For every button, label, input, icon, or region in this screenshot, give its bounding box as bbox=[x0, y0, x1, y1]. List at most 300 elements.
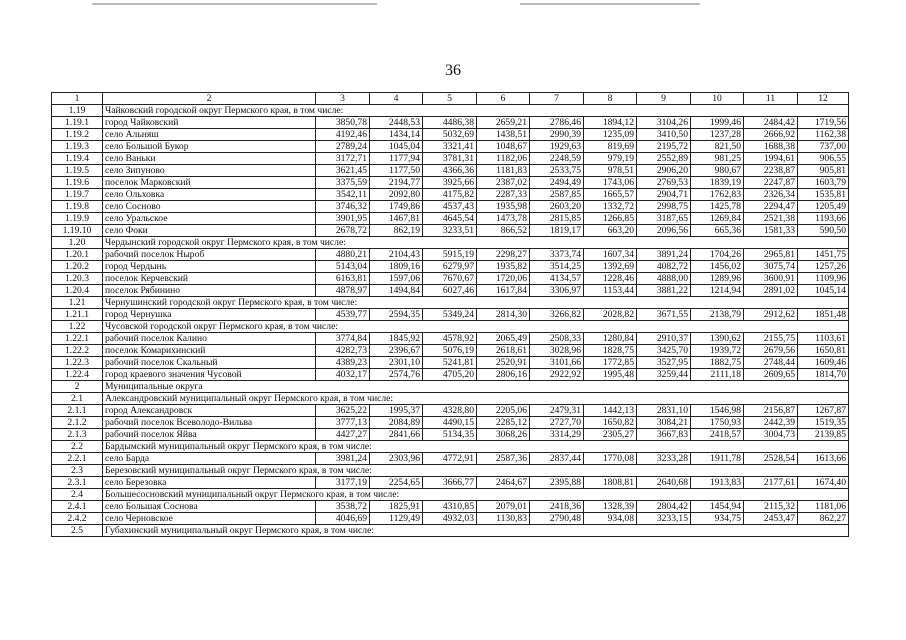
value-cell: 2238,87 bbox=[744, 165, 798, 177]
value-cell: 3187,65 bbox=[637, 213, 691, 225]
value-cell: 2028,82 bbox=[584, 309, 637, 321]
value-cell: 1235,09 bbox=[584, 129, 637, 141]
settlement-name: село Фоки bbox=[103, 225, 316, 237]
table-row bbox=[52, 453, 849, 465]
value-cell: 981,25 bbox=[691, 153, 744, 165]
value-cell: 2254,65 bbox=[370, 477, 423, 489]
value-cell: 1743,06 bbox=[584, 177, 637, 189]
row-code: 2.3.1 bbox=[52, 477, 103, 489]
value-cell: 2084,89 bbox=[370, 417, 423, 429]
value-cell: 5349,24 bbox=[423, 309, 477, 321]
column-header: 9 bbox=[637, 93, 691, 105]
value-cell: 2609,65 bbox=[744, 369, 798, 381]
value-cell: 1851,48 bbox=[798, 309, 849, 321]
row-code: 1.19.4 bbox=[52, 153, 103, 165]
value-cell: 2484,42 bbox=[744, 117, 798, 129]
value-cell: 1425,78 bbox=[691, 201, 744, 213]
value-cell: 5032,69 bbox=[423, 129, 477, 141]
table-row bbox=[52, 129, 849, 141]
value-cell: 2448,53 bbox=[370, 117, 423, 129]
value-cell: 3321,41 bbox=[423, 141, 477, 153]
value-cell: 979,19 bbox=[584, 153, 637, 165]
column-header: 11 bbox=[744, 93, 798, 105]
value-cell: 2520,91 bbox=[477, 357, 530, 369]
value-cell: 2521,38 bbox=[744, 213, 798, 225]
row-code: 1.20.3 bbox=[52, 273, 103, 285]
value-cell: 934,75 bbox=[691, 513, 744, 525]
value-cell: 3177,19 bbox=[316, 477, 370, 489]
value-cell: 2104,43 bbox=[370, 249, 423, 261]
settlement-name: село Ваньки bbox=[103, 153, 316, 165]
value-cell: 3068,26 bbox=[477, 429, 530, 441]
value-cell: 1045,14 bbox=[798, 285, 849, 297]
value-cell: 3774,84 bbox=[316, 333, 370, 345]
settlement-name: село Уральское bbox=[103, 213, 316, 225]
value-cell: 1045,04 bbox=[370, 141, 423, 153]
settlement-name: село Альняш bbox=[103, 129, 316, 141]
value-cell: 3259,44 bbox=[637, 369, 691, 381]
value-cell: 4328,80 bbox=[423, 405, 477, 417]
value-cell: 3314,29 bbox=[530, 429, 584, 441]
column-header: 12 bbox=[798, 93, 849, 105]
table-row bbox=[52, 309, 849, 321]
value-cell: 3233,15 bbox=[637, 513, 691, 525]
value-cell: 2396,67 bbox=[370, 345, 423, 357]
value-cell: 1995,37 bbox=[370, 405, 423, 417]
value-cell: 4192,46 bbox=[316, 129, 370, 141]
value-cell: 2453,47 bbox=[744, 513, 798, 525]
value-cell: 1257,26 bbox=[798, 261, 849, 273]
value-cell: 3600,91 bbox=[744, 273, 798, 285]
value-cell: 1328,39 bbox=[584, 501, 637, 513]
value-cell: 2587,85 bbox=[530, 189, 584, 201]
value-cell: 1704,26 bbox=[691, 249, 744, 261]
value-cell: 3925,66 bbox=[423, 177, 477, 189]
group-row bbox=[52, 105, 849, 117]
value-cell: 1819,17 bbox=[530, 225, 584, 237]
value-cell: 1770,08 bbox=[584, 453, 637, 465]
value-cell: 2528,54 bbox=[744, 453, 798, 465]
value-cell: 1109,96 bbox=[798, 273, 849, 285]
value-cell: 905,81 bbox=[798, 165, 849, 177]
value-cell: 5143,04 bbox=[316, 261, 370, 273]
value-cell: 1674,40 bbox=[798, 477, 849, 489]
value-cell: 2464,67 bbox=[477, 477, 530, 489]
value-cell: 1177,50 bbox=[370, 165, 423, 177]
table-row bbox=[52, 213, 849, 225]
value-cell: 2603,20 bbox=[530, 201, 584, 213]
settlement-name: село Сосново bbox=[103, 201, 316, 213]
settlement-name: рабочий поселок Калино bbox=[103, 333, 316, 345]
value-cell: 2287,33 bbox=[477, 189, 530, 201]
value-cell: 2177,61 bbox=[744, 477, 798, 489]
value-cell: 1749,86 bbox=[370, 201, 423, 213]
table-row bbox=[52, 153, 849, 165]
value-cell: 1581,33 bbox=[744, 225, 798, 237]
column-header: 8 bbox=[584, 93, 637, 105]
value-cell: 1130,83 bbox=[477, 513, 530, 525]
row-code: 1.19.7 bbox=[52, 189, 103, 201]
column-header: 3 bbox=[316, 93, 370, 105]
value-cell: 906,55 bbox=[798, 153, 849, 165]
value-cell: 2659,21 bbox=[477, 117, 530, 129]
value-cell: 1438,51 bbox=[477, 129, 530, 141]
value-cell: 3233,28 bbox=[637, 453, 691, 465]
table-row bbox=[52, 141, 849, 153]
value-cell: 1839,19 bbox=[691, 177, 744, 189]
value-cell: 4134,57 bbox=[530, 273, 584, 285]
value-cell: 2814,30 bbox=[477, 309, 530, 321]
value-cell: 1597,06 bbox=[370, 273, 423, 285]
value-cell: 1434,14 bbox=[370, 129, 423, 141]
row-code: 1.19.3 bbox=[52, 141, 103, 153]
table-row bbox=[52, 357, 849, 369]
value-cell: 4878,97 bbox=[316, 285, 370, 297]
value-cell: 1999,46 bbox=[691, 117, 744, 129]
settlement-name: село Зипуново bbox=[103, 165, 316, 177]
row-code: 1.20 bbox=[52, 237, 103, 249]
row-code: 2.1.2 bbox=[52, 417, 103, 429]
value-cell: 3075,74 bbox=[744, 261, 798, 273]
settlement-name: поселок Марковский bbox=[103, 177, 316, 189]
row-code: 1.22.2 bbox=[52, 345, 103, 357]
table-row bbox=[52, 345, 849, 357]
value-cell: 2298,27 bbox=[477, 249, 530, 261]
value-cell: 4082,72 bbox=[637, 261, 691, 273]
value-cell: 2139,85 bbox=[798, 429, 849, 441]
value-cell: 3881,22 bbox=[637, 285, 691, 297]
value-cell: 2769,53 bbox=[637, 177, 691, 189]
value-cell: 2479,31 bbox=[530, 405, 584, 417]
column-header: 1 bbox=[52, 93, 103, 105]
value-cell: 1720,06 bbox=[477, 273, 530, 285]
table-row bbox=[52, 417, 849, 429]
settlement-name: рабочий поселок Всеволодо-Вильва bbox=[103, 417, 316, 429]
scan-artifact-line bbox=[520, 3, 700, 5]
value-cell: 4539,77 bbox=[316, 309, 370, 321]
settlement-name: рабочий поселок Скальный bbox=[103, 357, 316, 369]
settlement-name: город Чернушка bbox=[103, 309, 316, 321]
value-cell: 2552,89 bbox=[637, 153, 691, 165]
group-row bbox=[52, 441, 849, 453]
value-cell: 1603,79 bbox=[798, 177, 849, 189]
column-header: 2 bbox=[103, 93, 316, 105]
value-cell: 2678,72 bbox=[316, 225, 370, 237]
table-row bbox=[52, 513, 849, 525]
value-cell: 2494,49 bbox=[530, 177, 584, 189]
value-cell: 3850,78 bbox=[316, 117, 370, 129]
settlement-name: село Большой Букор bbox=[103, 141, 316, 153]
value-cell: 2138,79 bbox=[691, 309, 744, 321]
value-cell: 1048,67 bbox=[477, 141, 530, 153]
value-cell: 2912,62 bbox=[744, 309, 798, 321]
tariff-table bbox=[51, 92, 849, 537]
value-cell: 1289,96 bbox=[691, 273, 744, 285]
value-cell: 4310,85 bbox=[423, 501, 477, 513]
value-cell: 1994,61 bbox=[744, 153, 798, 165]
table-row bbox=[52, 405, 849, 417]
value-cell: 866,52 bbox=[477, 225, 530, 237]
settlement-name: село Черновское bbox=[103, 513, 316, 525]
scan-artifact-line bbox=[92, 3, 377, 5]
row-code: 1.19.8 bbox=[52, 201, 103, 213]
value-cell: 2594,35 bbox=[370, 309, 423, 321]
value-cell: 2841,66 bbox=[370, 429, 423, 441]
value-cell: 2906,20 bbox=[637, 165, 691, 177]
value-cell: 1845,92 bbox=[370, 333, 423, 345]
value-cell: 1266,85 bbox=[584, 213, 637, 225]
row-code: 2.1 bbox=[52, 393, 103, 405]
value-cell: 4932,03 bbox=[423, 513, 477, 525]
value-cell: 1214,94 bbox=[691, 285, 744, 297]
value-cell: 2998,75 bbox=[637, 201, 691, 213]
value-cell: 2804,42 bbox=[637, 501, 691, 513]
group-row bbox=[52, 489, 849, 501]
group-row bbox=[52, 381, 849, 393]
row-code: 1.21.1 bbox=[52, 309, 103, 321]
value-cell: 2831,10 bbox=[637, 405, 691, 417]
value-cell: 4705,20 bbox=[423, 369, 477, 381]
row-code: 1.21 bbox=[52, 297, 103, 309]
settlement-name: город краевого значения Чусовой bbox=[103, 369, 316, 381]
value-cell: 1451,75 bbox=[798, 249, 849, 261]
value-cell: 2395,88 bbox=[530, 477, 584, 489]
value-cell: 1392,69 bbox=[584, 261, 637, 273]
settlement-name: село Березовка bbox=[103, 477, 316, 489]
value-cell: 2790,48 bbox=[530, 513, 584, 525]
value-cell: 2786,46 bbox=[530, 117, 584, 129]
value-cell: 1913,83 bbox=[691, 477, 744, 489]
value-cell: 1825,91 bbox=[370, 501, 423, 513]
row-code: 1.22 bbox=[52, 321, 103, 333]
value-cell: 2155,75 bbox=[744, 333, 798, 345]
group-title: Большесосновский муниципальный округ Пермского края, в том числе: bbox=[103, 489, 849, 501]
value-cell: 1177,94 bbox=[370, 153, 423, 165]
value-cell: 1894,12 bbox=[584, 117, 637, 129]
value-cell: 2205,06 bbox=[477, 405, 530, 417]
value-cell: 2533,75 bbox=[530, 165, 584, 177]
value-cell: 1772,85 bbox=[584, 357, 637, 369]
value-cell: 3746,32 bbox=[316, 201, 370, 213]
table-row bbox=[52, 165, 849, 177]
value-cell: 5241,81 bbox=[423, 357, 477, 369]
value-cell: 1535,81 bbox=[798, 189, 849, 201]
value-cell: 1237,28 bbox=[691, 129, 744, 141]
value-cell: 934,08 bbox=[584, 513, 637, 525]
value-cell: 1181,06 bbox=[798, 501, 849, 513]
value-cell: 1650,82 bbox=[584, 417, 637, 429]
settlement-name: село Барда bbox=[103, 453, 316, 465]
value-cell: 2248,59 bbox=[530, 153, 584, 165]
value-cell: 2301,10 bbox=[370, 357, 423, 369]
value-cell: 1269,84 bbox=[691, 213, 744, 225]
value-cell: 1332,72 bbox=[584, 201, 637, 213]
column-header: 4 bbox=[370, 93, 423, 105]
value-cell: 2587,36 bbox=[477, 453, 530, 465]
value-cell: 2965,81 bbox=[744, 249, 798, 261]
value-cell: 1103,61 bbox=[798, 333, 849, 345]
table-row bbox=[52, 333, 849, 345]
value-cell: 3621,45 bbox=[316, 165, 370, 177]
value-cell: 3028,96 bbox=[530, 345, 584, 357]
value-cell: 2194,77 bbox=[370, 177, 423, 189]
group-row bbox=[52, 393, 849, 405]
group-title: Чусовской городской округ Пермского края, в том числе: bbox=[103, 321, 849, 333]
table-row bbox=[52, 177, 849, 189]
value-cell: 2156,87 bbox=[744, 405, 798, 417]
row-code: 1.19.10 bbox=[52, 225, 103, 237]
value-cell: 3667,83 bbox=[637, 429, 691, 441]
value-cell: 4366,36 bbox=[423, 165, 477, 177]
row-code: 2.1.1 bbox=[52, 405, 103, 417]
value-cell: 1494,84 bbox=[370, 285, 423, 297]
group-row bbox=[52, 237, 849, 249]
value-cell: 5134,35 bbox=[423, 429, 477, 441]
value-cell: 2285,12 bbox=[477, 417, 530, 429]
value-cell: 3777,13 bbox=[316, 417, 370, 429]
value-cell: 2442,39 bbox=[744, 417, 798, 429]
value-cell: 819,69 bbox=[584, 141, 637, 153]
value-cell: 3901,95 bbox=[316, 213, 370, 225]
row-code: 1.22.1 bbox=[52, 333, 103, 345]
value-cell: 3671,55 bbox=[637, 309, 691, 321]
value-cell: 3375,59 bbox=[316, 177, 370, 189]
value-cell: 1809,16 bbox=[370, 261, 423, 273]
value-cell: 2418,36 bbox=[530, 501, 584, 513]
value-cell: 1456,02 bbox=[691, 261, 744, 273]
value-cell: 4046,69 bbox=[316, 513, 370, 525]
value-cell: 2387,02 bbox=[477, 177, 530, 189]
value-cell: 3004,73 bbox=[744, 429, 798, 441]
row-code: 1.22.4 bbox=[52, 369, 103, 381]
value-cell: 2065,49 bbox=[477, 333, 530, 345]
value-cell: 1467,81 bbox=[370, 213, 423, 225]
row-code: 1.20.2 bbox=[52, 261, 103, 273]
header-row bbox=[52, 93, 849, 105]
value-cell: 2727,70 bbox=[530, 417, 584, 429]
group-title: Чернушинский городской округ Пермского края, в том числе: bbox=[103, 297, 849, 309]
value-cell: 2679,56 bbox=[744, 345, 798, 357]
value-cell: 1995,48 bbox=[584, 369, 637, 381]
value-cell: 2910,37 bbox=[637, 333, 691, 345]
value-cell: 2303,96 bbox=[370, 453, 423, 465]
value-cell: 2294,47 bbox=[744, 201, 798, 213]
value-cell: 3425,70 bbox=[637, 345, 691, 357]
value-cell: 2326,34 bbox=[744, 189, 798, 201]
table-row bbox=[52, 369, 849, 381]
group-title: Александровский муниципальный округ Пермского края, в том числе: bbox=[103, 393, 849, 405]
value-cell: 3527,95 bbox=[637, 357, 691, 369]
row-code: 2.1.3 bbox=[52, 429, 103, 441]
table-row bbox=[52, 117, 849, 129]
column-header: 6 bbox=[477, 93, 530, 105]
value-cell: 6279,97 bbox=[423, 261, 477, 273]
value-cell: 1182,06 bbox=[477, 153, 530, 165]
settlement-name: город Александровск bbox=[103, 405, 316, 417]
value-cell: 2096,56 bbox=[637, 225, 691, 237]
table-row bbox=[52, 249, 849, 261]
row-code: 2.4.1 bbox=[52, 501, 103, 513]
value-cell: 1665,57 bbox=[584, 189, 637, 201]
value-cell: 3625,22 bbox=[316, 405, 370, 417]
value-cell: 1613,66 bbox=[798, 453, 849, 465]
value-cell: 3104,26 bbox=[637, 117, 691, 129]
group-title: Чайковский городской округ Пермского края, в том числе: bbox=[103, 105, 849, 117]
value-cell: 2247,87 bbox=[744, 177, 798, 189]
value-cell: 2574,76 bbox=[370, 369, 423, 381]
table-row bbox=[52, 477, 849, 489]
value-cell: 1228,46 bbox=[584, 273, 637, 285]
value-cell: 4282,73 bbox=[316, 345, 370, 357]
value-cell: 3666,77 bbox=[423, 477, 477, 489]
row-code: 1.19.5 bbox=[52, 165, 103, 177]
row-code: 2.2.1 bbox=[52, 453, 103, 465]
table-row bbox=[52, 285, 849, 297]
value-cell: 1390,62 bbox=[691, 333, 744, 345]
value-cell: 4888,00 bbox=[637, 273, 691, 285]
value-cell: 3781,31 bbox=[423, 153, 477, 165]
value-cell: 2891,02 bbox=[744, 285, 798, 297]
value-cell: 3514,25 bbox=[530, 261, 584, 273]
page-number: 36 bbox=[445, 62, 461, 79]
value-cell: 2640,68 bbox=[637, 477, 691, 489]
value-cell: 4389,23 bbox=[316, 357, 370, 369]
value-cell: 1808,81 bbox=[584, 477, 637, 489]
value-cell: 2922,92 bbox=[530, 369, 584, 381]
row-code: 1.19.2 bbox=[52, 129, 103, 141]
group-row bbox=[52, 321, 849, 333]
value-cell: 3891,24 bbox=[637, 249, 691, 261]
row-code: 1.20.4 bbox=[52, 285, 103, 297]
row-code: 2.4.2 bbox=[52, 513, 103, 525]
value-cell: 1750,93 bbox=[691, 417, 744, 429]
group-row bbox=[52, 525, 849, 537]
value-cell: 1442,13 bbox=[584, 405, 637, 417]
table-row bbox=[52, 501, 849, 513]
value-cell: 862,27 bbox=[798, 513, 849, 525]
row-code: 1.19 bbox=[52, 105, 103, 117]
value-cell: 1719,56 bbox=[798, 117, 849, 129]
value-cell: 1882,75 bbox=[691, 357, 744, 369]
value-cell: 2789,24 bbox=[316, 141, 370, 153]
value-cell: 3306,97 bbox=[530, 285, 584, 297]
value-cell: 1162,38 bbox=[798, 129, 849, 141]
value-cell: 2305,27 bbox=[584, 429, 637, 441]
value-cell: 1546,98 bbox=[691, 405, 744, 417]
settlement-name: рабочий поселок Ныроб bbox=[103, 249, 316, 261]
value-cell: 1828,75 bbox=[584, 345, 637, 357]
value-cell: 1519,35 bbox=[798, 417, 849, 429]
settlement-name: село Ольховка bbox=[103, 189, 316, 201]
value-cell: 3266,82 bbox=[530, 309, 584, 321]
value-cell: 1193,66 bbox=[798, 213, 849, 225]
row-code: 1.22.3 bbox=[52, 357, 103, 369]
value-cell: 1935,98 bbox=[477, 201, 530, 213]
value-cell: 1280,84 bbox=[584, 333, 637, 345]
value-cell: 4537,43 bbox=[423, 201, 477, 213]
value-cell: 4880,21 bbox=[316, 249, 370, 261]
value-cell: 3538,72 bbox=[316, 501, 370, 513]
value-cell: 3101,66 bbox=[530, 357, 584, 369]
value-cell: 2079,01 bbox=[477, 501, 530, 513]
value-cell: 5076,19 bbox=[423, 345, 477, 357]
value-cell: 1911,78 bbox=[691, 453, 744, 465]
value-cell: 737,00 bbox=[798, 141, 849, 153]
value-cell: 1267,87 bbox=[798, 405, 849, 417]
value-cell: 6163,81 bbox=[316, 273, 370, 285]
value-cell: 1129,49 bbox=[370, 513, 423, 525]
value-cell: 2904,71 bbox=[637, 189, 691, 201]
